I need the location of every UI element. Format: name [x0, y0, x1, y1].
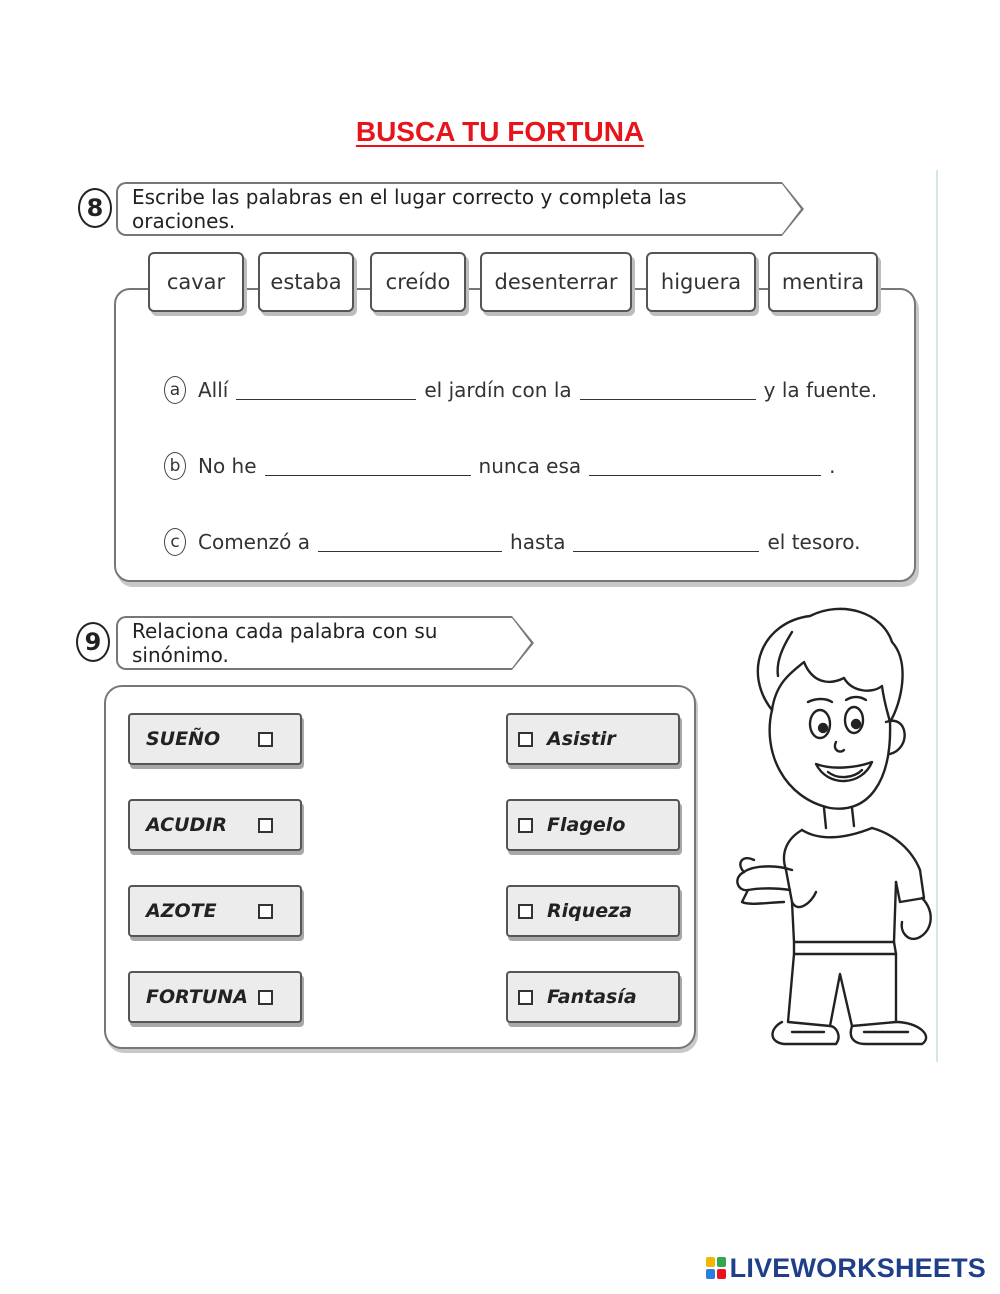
- word-card[interactable]: higuera: [646, 252, 756, 312]
- sentence-b-letter: b: [164, 452, 186, 480]
- liveworksheets-brand[interactable]: [706, 1252, 986, 1284]
- left-word: AZOTE: [146, 900, 217, 922]
- sentence-b-part-1: No he: [198, 454, 257, 478]
- word-card[interactable]: mentira: [768, 252, 878, 312]
- blank-c-2[interactable]: [573, 533, 759, 552]
- sentence-c: [164, 528, 861, 556]
- right-word-card: [506, 885, 680, 937]
- brand-name: LIVEWORKSHEETS: [729, 1252, 986, 1283]
- right-word: Riqueza: [547, 900, 633, 922]
- blank-a-1[interactable]: [236, 381, 416, 400]
- left-word-card: [128, 885, 302, 937]
- right-word: Fantasía: [547, 986, 637, 1008]
- exercise-9-panel: [104, 685, 696, 1049]
- left-word: ACUDIR: [146, 814, 227, 836]
- checkbox[interactable]: [258, 990, 273, 1005]
- sentence-a-part-1: Allí: [198, 378, 229, 402]
- right-word-card: [506, 799, 680, 851]
- worksheet-title: BUSCA TU FORTUNA: [355, 116, 645, 147]
- sentence-c-part-2: hasta: [510, 530, 566, 554]
- checkbox[interactable]: [518, 818, 533, 833]
- blank-b-1[interactable]: [265, 457, 471, 476]
- blank-c-1[interactable]: [318, 533, 502, 552]
- sentence-c-part-1: Comenzó a: [198, 530, 311, 554]
- checkbox[interactable]: [518, 990, 533, 1005]
- checkbox[interactable]: [258, 732, 273, 747]
- sentence-a-letter: a: [164, 376, 186, 404]
- right-word: Flagelo: [547, 814, 626, 836]
- right-word-card: [506, 971, 680, 1023]
- blank-a-2[interactable]: [580, 381, 756, 400]
- word-card[interactable]: desenterrar: [480, 252, 632, 312]
- liveworksheets-logo-icon: [706, 1257, 726, 1279]
- sentence-c-letter: c: [164, 528, 186, 556]
- exercise-8-number: 8: [78, 188, 112, 228]
- worksheet-image: [72, 170, 938, 1062]
- sentence-b-part-2: nunca esa: [478, 454, 582, 478]
- checkbox[interactable]: [258, 904, 273, 919]
- sentence-a-part-3: y la fuente.: [763, 378, 878, 402]
- left-word: FORTUNA: [146, 986, 248, 1008]
- checkbox[interactable]: [518, 904, 533, 919]
- right-word: Asistir: [547, 728, 616, 750]
- word-card[interactable]: creído: [370, 252, 466, 312]
- exercise-9-number: 9: [76, 622, 110, 662]
- left-word: SUEÑO: [146, 728, 221, 750]
- left-word-card: [128, 713, 302, 765]
- boy-illustration: [732, 602, 938, 1048]
- left-word-card: [128, 971, 302, 1023]
- sentence-b: [164, 452, 836, 480]
- sentence-b-part-3: .: [829, 454, 836, 478]
- blank-b-2[interactable]: [589, 457, 821, 476]
- exercise-9-instruction: Relaciona cada palabra con su sinónimo.: [116, 616, 512, 670]
- exercise-8-instruction: Escribe las palabras en el lugar correcto y completa las oraciones.: [116, 182, 782, 236]
- sentence-a-part-2: el jardín con la: [424, 378, 572, 402]
- left-word-card: [128, 799, 302, 851]
- checkbox[interactable]: [518, 732, 533, 747]
- exercise-8-panel: [114, 288, 916, 582]
- sentence-a: [164, 376, 877, 404]
- sentence-c-part-3: el tesoro.: [767, 530, 861, 554]
- word-card[interactable]: estaba: [258, 252, 354, 312]
- checkbox[interactable]: [258, 818, 273, 833]
- right-word-card: [506, 713, 680, 765]
- word-card[interactable]: cavar: [148, 252, 244, 312]
